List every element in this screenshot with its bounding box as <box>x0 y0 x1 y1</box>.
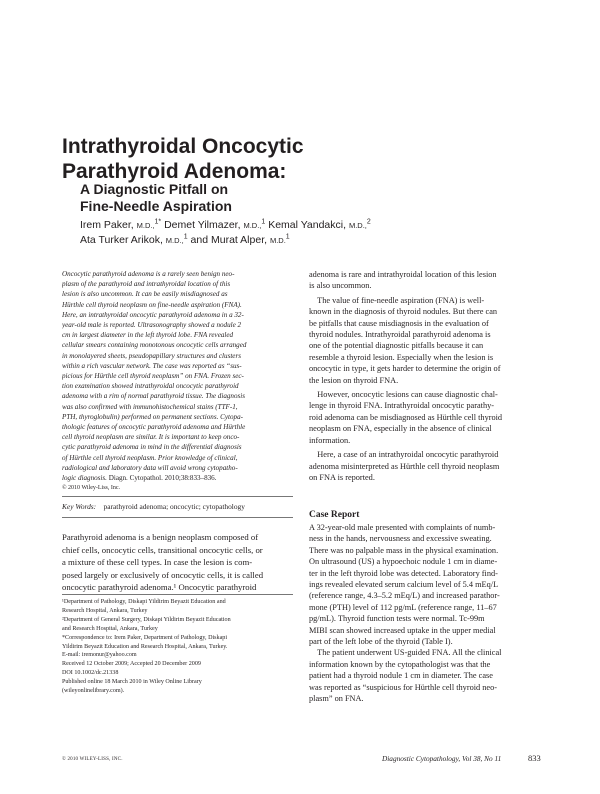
author-name: Irem Paker, <box>80 219 134 231</box>
abstract-citation: Diagn. Cytopathol. 2010;38:833–836. <box>108 474 217 483</box>
abstract-line: thologic features of oncocytic parathyroid adenoma and Hürthle <box>62 423 246 432</box>
footnote-line: Yildirim Beyazit Education and Research Hospital, Ankara, Turkey. <box>62 643 228 650</box>
body-line: posed largely or exclusively of oncocytic cells, it is called <box>62 569 264 580</box>
case-report-text <box>309 522 540 705</box>
abstract-line: cell thyroid neoplasm are similar. It is important to keep onco- <box>62 433 240 442</box>
body-line: roid adenoma can be misdiagnosed as Hürthle cell thyroid <box>309 412 503 422</box>
body-line: There was no palpable mass in the physical examination. <box>309 545 499 555</box>
body-line: be pitfalls that cause misdiagnosis in the evaluation of <box>309 318 489 328</box>
abstract-line: picious for Hürthle cell thyroid neoplasm” on FNA. Frozen sec- <box>62 372 244 381</box>
abstract-line: of Hürthle cell thyroid neoplasm. Prior knowledge of clinical, <box>62 453 238 462</box>
body-line: part of the left lobe of the thyroid (Table I). <box>309 637 453 647</box>
keywords-text: parathyroid adenoma; oncocytic; cytopathology <box>103 502 245 511</box>
author-name: Demet Yilmazer, <box>164 219 241 231</box>
abstract-line: plasm of the parathyroid and intrathyroidal location of this <box>62 280 231 289</box>
body-line: MIBI scan showed increased uptake in the upper medial <box>309 625 496 635</box>
author-degree: M.D., <box>348 221 367 230</box>
body-line: (reference range, 4.3–5.2 mEq/L) and increased parathor- <box>309 591 500 601</box>
footnote-line: (wileyonlinelibrary.com). <box>62 688 125 695</box>
abstract <box>62 269 293 493</box>
author-affiliation-mark: 1 <box>285 233 290 241</box>
body-line: mone (PTH) level of 112 pg/mL (reference range, 11–67 <box>309 602 497 612</box>
abstract-line: Here, an intrathyroidal oncocytic parathyroid adenoma in a 32- <box>62 310 244 319</box>
body-line: resemble a thyroid lesion. Especially when the lesion is <box>309 352 494 362</box>
author-degree: M.D. <box>269 236 286 245</box>
body-line: neoplasm on FNA, especially in the absence of clinical <box>309 424 492 434</box>
abstract-line-last <box>62 473 293 483</box>
body-line: thyroid nodules. Intrathyroidal parathyroid adenoma is <box>309 330 491 340</box>
body-line: a mixture of these cell types. In case the lesion is com- <box>62 557 253 568</box>
abstract-line: in monolayered sheets, pseudopapillary structures and clusters <box>62 351 241 360</box>
author-conjunction: and <box>190 234 209 246</box>
abstract-line: cm in largest diameter in the left thyroid lobe. FNA revealed <box>62 331 234 340</box>
author-affiliation-mark: 1 <box>183 233 188 241</box>
abstract-line: cytic parathyroid adenoma in mind in the differential diagnosis <box>62 443 242 452</box>
right-column-intro <box>309 269 540 483</box>
footnote-line: ¹Department of Pathology, Diskapi Yildirim Beyazit Education and <box>62 599 226 605</box>
keywords <box>62 502 293 511</box>
body-line: oncocytic in type, it gets harder to determine the origin of <box>309 364 501 374</box>
body-line: information known by the cytopathologist was that the <box>309 659 491 669</box>
footnote-line: ²Department of General Surgery, Diskapi Yildirim Beyazit Education <box>62 616 231 623</box>
body-line: plasm” on FNA. <box>309 694 364 704</box>
footnote-line: and Research Hospital, Ankara, Turkey <box>62 625 158 632</box>
body-line: was reported as “suspicious for Hürthle cell thyroid neo- <box>309 682 498 692</box>
body-line: oncocytic parathyroid adenoma.¹ Oncocytic parathyroid <box>62 582 257 593</box>
footnote-line: Published online 18 March 2010 in Wiley Online Library <box>62 679 202 686</box>
author-degree: M.D., <box>243 221 262 230</box>
author-affiliation-mark: 1* <box>154 218 162 226</box>
body-line: The patient underwent US-guided FNA. All the clinical <box>309 648 502 658</box>
body-line: ter in the left thyroid lobe was detected. Laboratory find- <box>309 568 498 578</box>
author-name: Murat Alper, <box>211 234 268 246</box>
author-affiliation-mark: 2 <box>366 218 371 226</box>
keywords-bottom-rule <box>62 517 293 518</box>
subtitle-line: A Diagnostic Pitfall on <box>80 181 229 197</box>
body-line: chief cells, oncocytic cells, transitional oncocytic cells, or <box>62 544 263 555</box>
footnotes <box>62 598 294 696</box>
author-list <box>80 218 371 248</box>
keywords-label: Key Words: <box>62 502 97 511</box>
abstract-line: year-old male is reported. Ultrasonography showed a nodule 2 <box>62 321 242 330</box>
body-line: lenge in thyroid FNA. Intrathyroidal oncocytic parathy- <box>309 401 495 411</box>
body-line: Parathyroid adenoma is a benign neoplasm composed of <box>62 532 259 542</box>
body-line: The value of fine-needle aspiration (FNA) is well- <box>309 295 485 305</box>
abstract-line: Hürthle cell thyroid neoplasm on fine-needle aspiration (FNA). <box>62 300 242 309</box>
body-line: Here, a case of an intrathyroidal oncocytic parathyroid <box>309 450 499 460</box>
footnote-rule <box>62 594 293 595</box>
body-line: ings revealed elevated serum calcium level of 5.4 mEq/L <box>309 580 499 590</box>
abstract-copyright: © 2010 Wiley-Liss, Inc. <box>62 485 121 492</box>
author-line-2 <box>80 233 371 248</box>
intro-paragraph <box>62 531 294 594</box>
body-line: known in the diagnosis of thyroid nodules. But there can <box>309 307 498 317</box>
body-line: on FNA is reported. <box>309 472 375 482</box>
footnote-line: *Correspondence to: Irem Paker, Department of Pathology, Diskapi <box>62 634 228 641</box>
footnote-line: Received 12 October 2009; Accepted 20 December 2009 <box>62 661 201 668</box>
article-subtitle <box>80 181 232 215</box>
body-line: A 32-year-old male presented with complaints of numb- <box>309 523 496 532</box>
body-line: On ultrasound (US) a hypoechoic nodule 1 cm in diame- <box>309 557 498 567</box>
body-line: one of the potential diagnostic pitfalls because it can <box>309 341 484 351</box>
body-line: adenoma is rare and intrathyroidal location of this lesion <box>309 270 497 279</box>
abstract-line: was also confirmed with immunohistochemical stains (TTF-1, <box>62 402 238 411</box>
abstract-line: within a rich vascular network. The case was reported as “sus- <box>62 361 242 370</box>
keywords-top-rule <box>62 496 293 497</box>
abstract-last-text: logic diagnosis. <box>62 474 107 483</box>
body-line: However, oncocytic lesions can cause diagnostic chal- <box>309 390 498 400</box>
body-line: adenoma misinterpreted as Hürthle cell thyroid neoplasm <box>309 461 500 471</box>
title-line: Parathyroid Adenoma: <box>62 160 287 183</box>
footer-journal: Diagnostic Cytopathology, Vol 38, No 11 <box>382 754 502 763</box>
abstract-line: Oncocytic parathyroid adenoma is a rarely seen benign neo- <box>62 270 235 278</box>
article-title <box>62 134 422 184</box>
abstract-line: PTH, thyroglobulin) performed on permanent sections. Cytopa- <box>62 412 244 421</box>
footnote-line: Research Hospital, Ankara, Turkey <box>62 607 148 614</box>
footnote-line: DOI 10.1002/dc.21338 <box>62 670 119 677</box>
footnote-line: E-mail: iremonur@yahoo.com <box>62 652 137 659</box>
body-line: information. <box>309 435 351 445</box>
page-number: 833 <box>528 753 541 763</box>
body-line: patient had a thyroid nodule 1 cm in diameter. The case <box>309 671 493 681</box>
abstract-line: tion examination showed intrathyroidal oncocytic parathyroid <box>62 382 239 391</box>
author-degree: M.D., <box>165 236 184 245</box>
author-name: Kemal Yandakci, <box>268 219 347 231</box>
abstract-line: cellular smears containing monotonous oncocytic cells arranged <box>62 341 247 350</box>
author-name: Ata Turker Arikok, <box>80 234 163 246</box>
body-line: is also uncommon. <box>309 281 372 291</box>
footer-copyright: © 2010 WILEY-LISS, INC. <box>62 757 123 762</box>
author-line-1 <box>80 218 371 233</box>
body-line: ness in the hands, nervousness and excessive sweating. <box>309 534 492 544</box>
abstract-line: adenoma with a rim of normal parathyroid tissue. The diagnosis <box>62 392 245 401</box>
abstract-line: lesion is also uncommon. It can be easily misdiagnosed as <box>62 290 228 299</box>
abstract-line: radiological and laboratory data will avoid wrong cytopatho- <box>62 463 238 472</box>
section-heading-case-report: Case Report <box>309 510 360 520</box>
subtitle-line: Fine-Needle Aspiration <box>80 198 232 214</box>
body-line: pg/mL). Thyroid function tests were normal. Tc-99m <box>309 614 485 624</box>
author-affiliation-mark: 1 <box>261 218 266 226</box>
body-line: the lesion on thyroid FNA. <box>309 375 399 385</box>
author-degree: M.D., <box>136 221 155 230</box>
title-line: Intrathyroidal Oncocytic <box>62 135 304 158</box>
